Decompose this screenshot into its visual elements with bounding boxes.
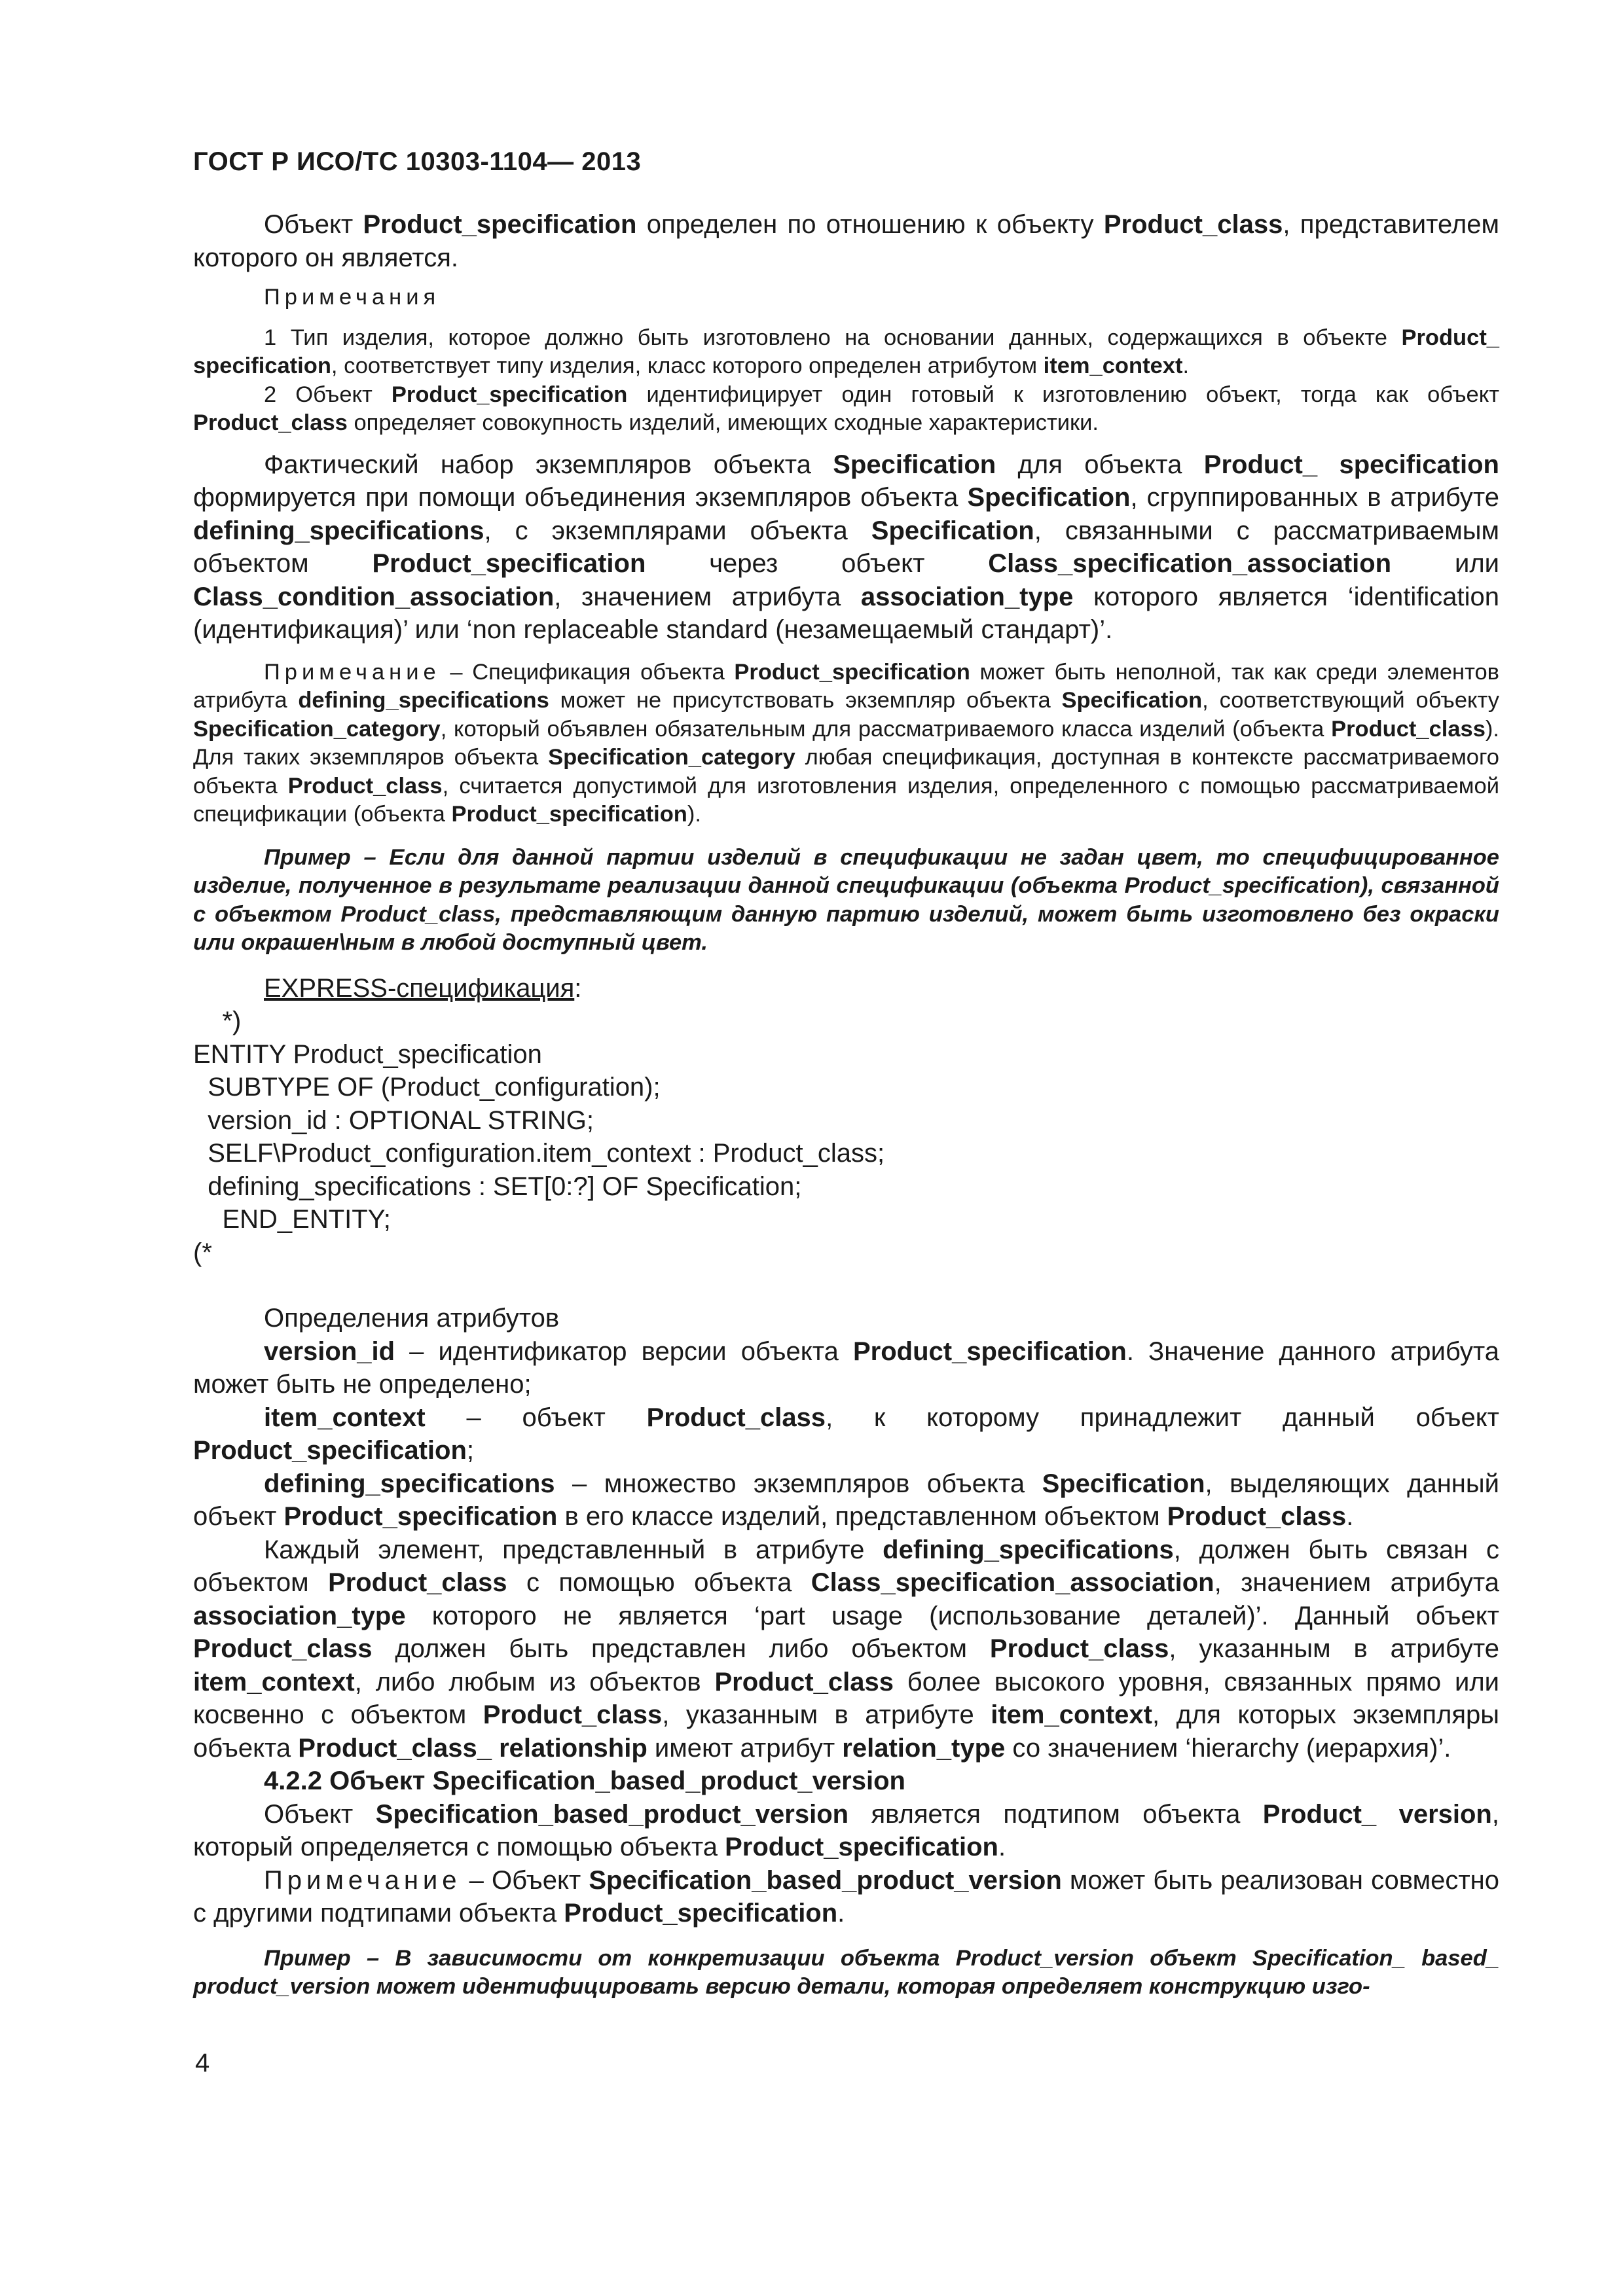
text-run: Product_class_ relationship [298,1733,647,1763]
text-run: Product_specification [391,382,628,407]
paragraph [193,448,1499,647]
text-run: , связанными с рассматриваемым объектом [193,516,1500,578]
text-run: , представителем которого он является. [193,210,1499,272]
text-run: – множество экземпляров объекта [555,1469,1042,1498]
text-run: , который определяется с помощью объекта [193,1799,1499,1861]
text-run: , для которых экземпляры объекта [193,1700,1500,1763]
text-run: , значением атрибута [1214,1568,1499,1597]
text-run: Product_ specification [1203,450,1499,479]
paragraph [193,844,1499,958]
text-run: 4.2.2 Объект Specification_based_product_version [264,1767,905,1795]
text-run: , соответствующий объекту [1202,688,1499,713]
text-run: Product_ version [1262,1799,1492,1829]
text-run: Class_specification_association [811,1568,1214,1597]
text-run: 2 Объект [264,382,392,407]
paragraph [193,324,1499,381]
text-run: любая спецификация, доступная в контексте рассматриваемого объекта [193,745,1499,798]
text-run: Product_class [714,1667,894,1696]
text-run: Specification [1042,1469,1205,1498]
text-run: association_type [860,582,1074,611]
text-run: , который объявлен обязательным для рассматриваемого класса изделий (объекта [440,716,1332,742]
text-run: идентифицирует один готовый к изготовлению объект, тогда как объект [627,382,1500,407]
text-run: в его классе изделий, представленном объектом [557,1502,1167,1531]
code-block [193,1005,1499,1269]
text-run: может быть неполной, так как среди элементов атрибута [193,659,1499,713]
text-run: , к которому принадлежит данный объект [826,1403,1499,1432]
text-run: с помощью объекта [507,1568,811,1597]
document-body [193,208,1499,2001]
text-run: item_context [991,1700,1152,1729]
text-run: Product_specification [372,549,646,578]
text-run: Product_ specification [193,325,1499,378]
text-run: *) ENTITY Product_specification SUBTYPE OF (Product_configuration); version_id : OPTIONAL STRING; SELF\Product_configuration.item_context : Product_class; defining_specifications : SET[0:?] OF Specification; END_ENTITY; (* [193,1007,885,1267]
text-run: Product_specification [852,1336,1127,1366]
paragraph [193,381,1499,438]
paragraph [193,1798,1499,1864]
text-run: Фактический набор экземпляров объекта [264,450,833,479]
text-run: Product_class [989,1634,1169,1663]
document-header: ГОСТ Р ИСО/ТС 10303-1104— 2013 [193,147,642,176]
text-run: Объект [264,1799,376,1829]
text-run: определяет совокупность изделий, имеющих сходные характеристики. [347,410,1099,435]
text-run: . [837,1899,845,1928]
text-run: через объект [646,549,989,578]
paragraph [193,972,1499,1005]
text-run: ; [466,1436,474,1465]
text-run: , соответствует типу изделия, класс которого определен атрибутом [331,353,1044,378]
text-run: Class_specification_association [988,549,1392,578]
text-run: defining_specifications [883,1535,1174,1564]
text-run: – идентификатор версии объекта [395,1336,853,1366]
text-run: формируется при помощи объединения экземпляров объекта [193,483,968,512]
paragraph [193,1467,1499,1534]
paragraph [193,1302,1499,1335]
text-run: Product_class [193,410,348,435]
text-run: . Значение данного атрибута может быть не определено; [193,1336,1499,1399]
text-run: Product_specification [451,802,687,827]
text-run: Specification_based_product_version [375,1799,849,1829]
text-run: Product_specification [283,1502,558,1531]
text-run: association_type [193,1601,406,1630]
text-run: version_id [264,1336,395,1366]
text-run: , либо любым из объектов [354,1667,715,1696]
text-run: . [1182,353,1190,378]
text-run: Product_class [1331,716,1486,742]
text-run: имеют атрибут [647,1733,843,1763]
text-run: Product_class [1103,210,1283,239]
text-run: , с экземплярами объекта [484,516,871,545]
text-run: – Спецификация объекта [440,659,735,685]
text-run: Product_class [1167,1502,1347,1531]
paragraph [193,1864,1499,1930]
text-run: Specification_category [548,745,795,770]
text-run: Примечание [264,1865,462,1895]
text-run: Объект [264,210,363,239]
text-run: defining_specifications [264,1469,555,1498]
text-run: Product_class [483,1700,663,1729]
text-run: Class_condition_association [193,582,555,611]
text-run: , считается допустимой для изготовления изделия, определенного с помощью рассматриваемой спецификации (объекта [193,773,1499,827]
text-run: , значением атрибута [554,582,861,611]
text-run: Specification [1061,688,1203,713]
text-run: , сгруппированных в атрибуте [1130,483,1499,512]
text-run: Specification [871,516,1034,545]
paragraph [193,1945,1499,2001]
text-run: ). Для таких экземпляров объекта [193,716,1499,770]
page-number: 4 [195,2049,210,2077]
text-run: item_context [264,1403,426,1432]
text-run: – Объект [461,1865,589,1895]
text-run: Specification [833,450,996,479]
text-run: item_context [1043,353,1183,378]
text-run: , указанным в атрибуте [662,1700,991,1729]
text-run: Specification_category [193,716,441,742]
paragraph [193,283,1499,312]
text-run: может не присутствовать экземпляр объекта [549,688,1062,713]
text-run: Specification [967,483,1131,512]
text-run: . [1346,1502,1354,1531]
text-run: , должен быть связан с объектом [193,1535,1499,1597]
text-run: является подтипом объекта [848,1799,1263,1829]
paragraph [193,1335,1499,1401]
paragraph [193,658,1499,829]
text-run: – объект [425,1403,647,1432]
text-run: более высокого уровня, связанных прямо или косвенно с объектом [193,1667,1500,1729]
text-run: которого не является ‘part usage (использование деталей)’. Данный объект [405,1601,1499,1630]
text-run: для объекта [996,450,1204,479]
text-run: Product_specification [734,659,970,685]
text-run: ). [687,802,701,827]
text-run: или [1391,549,1499,578]
text-run: Примечания [264,285,441,310]
text-run: , указанным в атрибуте [1169,1634,1500,1663]
text-run: Каждый элемент, представленный в атрибуте [264,1535,883,1564]
paragraph [193,1534,1499,1765]
text-run: Примечание [264,659,441,685]
text-run: определен по отношению к объекту [636,210,1104,239]
text-run: 1 Тип изделия, которое должно быть изготовлено на основании данных, содержащихся в объекте [264,325,1402,350]
text-run: EXPRESS-спецификация [264,973,575,1003]
paragraph [193,208,1499,274]
text-run: должен быть представлен либо объектом [372,1634,990,1663]
text-run: item_context [193,1667,355,1696]
paragraph [193,1765,1499,1798]
text-run: Пример – В зависимости от конкретизации объекта Product_version объект Specification_ based_ product_version может идентифицировать версию детали, которая определяет конструкцию изго- [193,1945,1499,1999]
text-run: Product_class [646,1403,826,1432]
text-run: , выделяющих данный объект [193,1469,1499,1531]
text-run: . [998,1833,1006,1861]
text-run: Product_specification [193,1436,467,1465]
text-run: Определения атрибутов [264,1304,560,1333]
text-run: Product_specification [725,1833,998,1861]
text-run: : [574,973,582,1003]
text-run: defining_specifications [193,516,484,545]
text-run: Пример – Если для данной партии изделий в спецификации не задан цвет, то специфицированное изделие, полученное в результате реализации данной спецификации (объекта Product_specification), связанной с объектом Product_class, представляющим данную партию изделий, может быть изготовлено без окраски или окрашен\ным в любой доступный цвет. [193,844,1499,955]
text-run: relation_type [842,1733,1006,1763]
text-run: Product_class [328,1568,507,1597]
text-run: Product_specification [363,210,637,239]
text-run: Product_class [193,1634,373,1663]
text-run: Product_specification [564,1899,838,1928]
text-run: Specification_based_product_version [589,1865,1062,1895]
text-run: со значением ‘hierarchy (иерархия)’. [1005,1733,1451,1763]
text-run: defining_specifications [298,688,549,713]
text-run: Product_class [287,773,443,798]
text-run: которого является ‘identification (идентификация)’ или ‘non replaceable standard (незамещаемый стандарт)’. [193,582,1499,644]
paragraph [193,1401,1499,1467]
text-run: может быть реализован совместно с другими подтипами объекта [193,1865,1499,1928]
